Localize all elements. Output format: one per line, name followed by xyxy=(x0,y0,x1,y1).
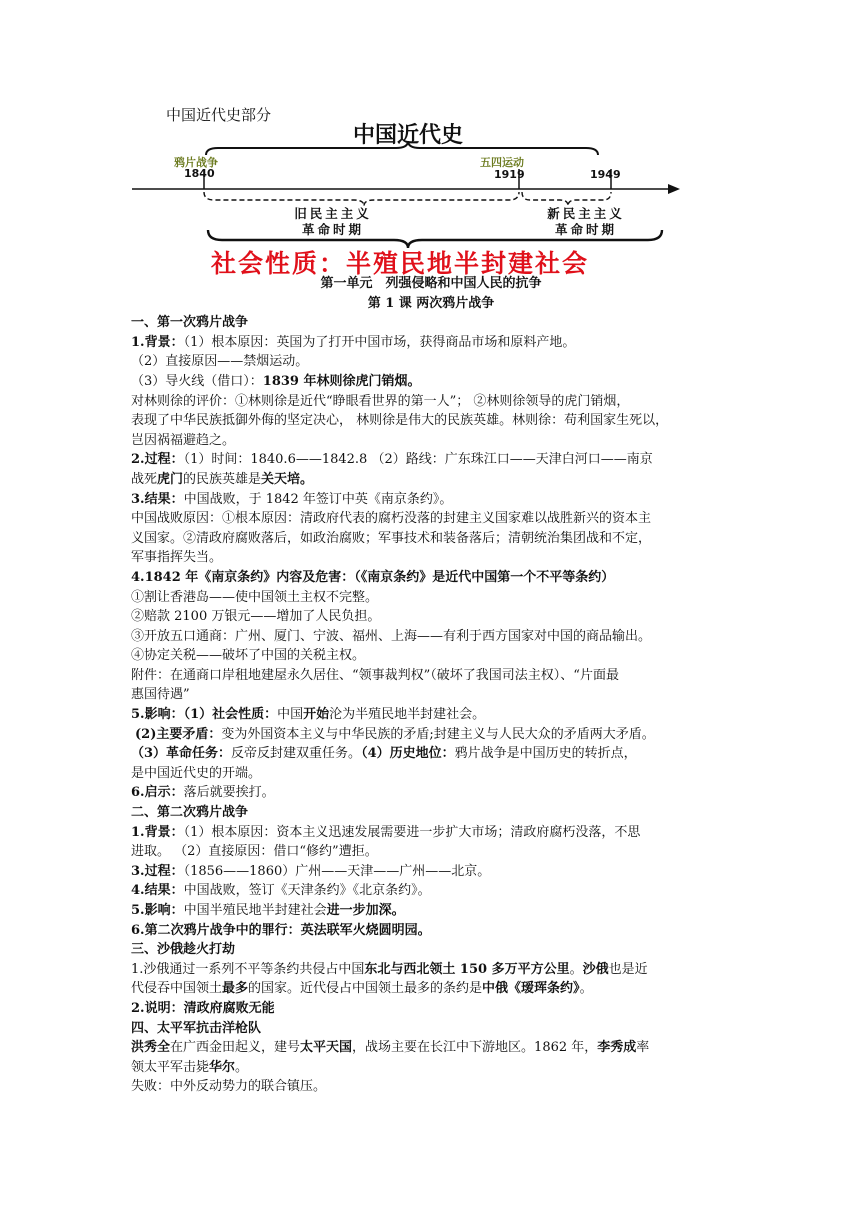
item-text: （1）时间：1840.6——1842.8 （2）路线：广东珠江口——天津白河口——南京 xyxy=(183,452,653,468)
item-label: （4）历史地位： xyxy=(361,746,455,762)
item-text: 的国家。近代侵占中国领土最多的条约是 xyxy=(248,981,483,997)
paragraph: 6.第二次鸦片战争中的罪行：英法联军火烧圆明园。 xyxy=(131,922,431,938)
document-body xyxy=(131,274,731,1097)
item-text: 的民族英雄是 xyxy=(183,471,262,487)
item-emphasis: 太平天国 xyxy=(300,1040,353,1056)
item-text: 。 xyxy=(235,1059,249,1075)
item-text: 也是近 xyxy=(608,961,648,977)
list-item: ①割让香港岛——使中国领土主权不完整。 xyxy=(131,589,379,605)
item-emphasis: 最多 xyxy=(222,981,249,997)
paragraph: 是中国近代史的开端。 xyxy=(131,765,262,781)
end-year: 1949 xyxy=(590,168,621,181)
lesson-title: 第 1 课 两次鸦片战争 xyxy=(367,295,495,311)
paragraph xyxy=(131,979,731,999)
paragraph xyxy=(131,470,731,490)
paragraph xyxy=(131,823,731,843)
paragraph xyxy=(131,744,731,764)
paragraph: 惠国待遇” xyxy=(131,687,190,703)
list-item: ②赔款 2100 万银元——增加了人民负担。 xyxy=(131,609,381,625)
paragraph: 军事指挥失当。 xyxy=(131,550,223,566)
item-label: （3）革命任务： xyxy=(131,746,232,762)
item-label: 6.启示： xyxy=(131,785,184,801)
item-emphasis: 华尔 xyxy=(209,1059,236,1075)
section-heading: 三、沙俄趁火打劫 xyxy=(131,942,236,958)
paragraph: 对林则徐的评价：①林则徐是近代“睁眼看世界的第一人”； ②林则徐领导的虎门销烟， xyxy=(131,393,630,409)
section-heading: 二、第二次鸦片战争 xyxy=(131,805,249,821)
event1-label: 鸦片战争 xyxy=(174,156,218,169)
item-text: 中国战败，签订《天津条约》《北京条约》。 xyxy=(183,883,431,899)
item-emphasis: 开始 xyxy=(303,707,330,723)
item-text: 率 xyxy=(636,1040,650,1056)
item-label: 2.过程： xyxy=(131,452,184,468)
paragraph xyxy=(131,1038,731,1058)
event2-year: 1919 xyxy=(494,168,525,181)
item-text: 沦为半殖民地半封建社会。 xyxy=(329,707,486,723)
brace-old-democratic xyxy=(204,192,519,206)
period2-line2: 革命时期 xyxy=(554,222,618,237)
item-emphasis: 关天培。 xyxy=(261,471,314,487)
item-emphasis: 沙俄 xyxy=(582,961,609,977)
item-label: 3.结果： xyxy=(131,491,184,507)
paragraph: 义国家。②清政府腐败落后，如政治腐败；军事技术和装备落后；清朝统治集团战和不定， xyxy=(131,530,652,546)
item-label: 5.影响：（1）社会性质： xyxy=(131,707,278,723)
list-item: ③开放五口通商：广州、厦门、宁波、福州、上海——有利于西方国家对中国的商品输出。 xyxy=(131,628,652,644)
paragraph xyxy=(131,960,731,980)
item-text: 1.沙俄通过一系列不平等条约共侵占中国 xyxy=(131,961,365,977)
event1-year: 1840 xyxy=(184,167,215,180)
section-heading: 一、第一次鸦片战争 xyxy=(131,315,249,331)
item-label: (2)主要矛盾： xyxy=(135,726,222,742)
paragraph xyxy=(131,725,731,745)
item-text: 领太平军击毙 xyxy=(131,1059,210,1075)
paragraph xyxy=(131,862,731,882)
history-timeline xyxy=(128,120,688,280)
paragraph: 岂因祸福避趋之。 xyxy=(131,432,236,448)
period2-line1: 新民主主义 xyxy=(547,206,625,221)
item-text: 中国半殖民地半封建社会 xyxy=(183,903,327,918)
paragraph: 中国战败原因：①根本原因：清政府代表的腐朽没落的封建主义国家难以战胜新兴的资本主 xyxy=(131,511,652,527)
item-text: 变为外国资本主义与中华民族的矛盾;封建主义与人民大众的矛盾两大矛盾。 xyxy=(221,726,655,742)
paragraph xyxy=(131,1058,731,1078)
item-emphasis: 中俄《瑷珲条约》 xyxy=(482,981,580,997)
paragraph: （2）直接原因——禁烟运动。 xyxy=(131,354,309,370)
doc-title: 中国近代史部分 xyxy=(166,106,272,124)
axis-arrow xyxy=(668,184,680,194)
period1-line1: 旧民主主义 xyxy=(294,206,372,221)
item-emphasis: 进一步加深。 xyxy=(326,903,405,918)
paragraph xyxy=(131,881,731,901)
paragraph xyxy=(131,705,731,725)
section-heading: 四、太平军抗击洋枪队 xyxy=(131,1020,262,1036)
item-emphasis: 李秀成 xyxy=(597,1040,637,1056)
paragraph: 进取。 （2）直接原因：借口“修约”遭拒。 xyxy=(131,844,378,860)
item-text: 战死 xyxy=(131,471,158,487)
item-emphasis: 洪秀全 xyxy=(131,1040,171,1056)
item-text: 在广西金田起义，建号 xyxy=(170,1040,301,1056)
item-text: （3）导火线（借口）： xyxy=(131,373,263,389)
item-emphasis: 虎门 xyxy=(157,471,184,487)
paragraph: 表现了中华民族抵御外侮的坚定决心， 林则徐是伟大的民族英雄。林则徐：苟利国家生死以， xyxy=(131,413,669,429)
brace-new-democratic xyxy=(522,192,611,206)
item-text: 落后就要挨打。 xyxy=(183,785,275,801)
item-text: 代侵吞中国领土 xyxy=(131,981,223,997)
list-item: ④协定关税——破坏了中国的关税主权。 xyxy=(131,648,366,664)
event2-label: 五四运动 xyxy=(480,156,524,169)
item-label: 3.过程： xyxy=(131,863,184,879)
paragraph xyxy=(131,490,731,510)
paragraph xyxy=(131,901,731,921)
period1-line2: 革命时期 xyxy=(301,222,365,237)
item-label: 1.背景： xyxy=(131,334,184,350)
timeline-heading: 中国近代史 xyxy=(352,123,464,148)
paragraph: 附件：在通商口岸租地建屋永久居住、“领事裁判权”（破坏了我国司法主权）、“片面最 xyxy=(131,667,619,683)
paragraph: 失败：中外反动势力的联合镇压。 xyxy=(131,1079,327,1095)
item-text: （1）根本原因：资本主义迅速发展需要进一步扩大市场；清政府腐朽没落，不思 xyxy=(183,824,641,840)
item-text: （1856——1860）广州——天津——广州——北京。 xyxy=(183,863,491,879)
item-text: 反帝反封建双重任务。 xyxy=(231,746,362,762)
paragraph xyxy=(131,372,731,392)
item-text: 中国 xyxy=(277,707,304,723)
item-emphasis: 1839 年林则徐虎门销烟。 xyxy=(262,373,421,389)
unit-title: 第一单元 列强侵略和中国人民的抗争 xyxy=(320,276,542,291)
paragraph xyxy=(131,333,731,353)
item-text: 。 xyxy=(569,961,583,977)
social-nature: 社会性质：半殖民地半封建社会 xyxy=(210,249,590,278)
paragraph: 2.说明：清政府腐败无能 xyxy=(131,1000,275,1016)
item-text: 中国战败，于 1842 年签订中英《南京条约》。 xyxy=(183,491,453,507)
item-label: 1.背景： xyxy=(131,824,184,840)
item-text: 鸦片战争是中国历史的转折点， xyxy=(454,746,637,762)
item-label: 5.影响： xyxy=(131,903,184,918)
item-text: ，战场主要在长江中下游地区。1862 年， xyxy=(352,1040,598,1056)
item-label: 4.结果： xyxy=(131,883,184,899)
paragraph: 4.1842 年《南京条约》内容及危害：（《南京条约》是近代中国第一个不平等条约） xyxy=(131,569,615,585)
item-emphasis: 东北与西北领土 150 多万平方公里 xyxy=(364,961,570,977)
item-text: （1）根本原因：英国为了打开中国市场，获得商品市场和原料产地。 xyxy=(183,334,576,350)
paragraph xyxy=(131,450,731,470)
paragraph xyxy=(131,783,731,803)
item-text: 。 xyxy=(579,981,593,997)
